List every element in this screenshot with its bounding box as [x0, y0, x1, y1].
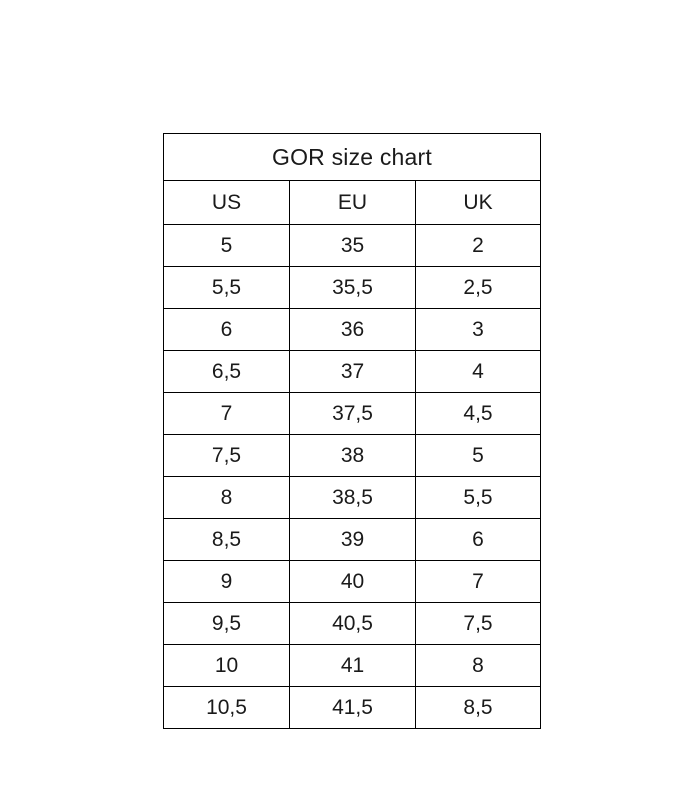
cell-uk: 8 — [416, 645, 541, 687]
cell-uk: 4 — [416, 351, 541, 393]
table-row — [164, 393, 541, 435]
cell-eu: 39 — [290, 519, 416, 561]
cell-uk: 7 — [416, 561, 541, 603]
table-row — [164, 309, 541, 351]
size-chart-table — [163, 133, 541, 729]
cell-us: 8,5 — [164, 519, 290, 561]
table-header-row — [164, 181, 541, 225]
cell-uk: 5,5 — [416, 477, 541, 519]
cell-uk: 8,5 — [416, 687, 541, 729]
chart-title: GOR size chart — [164, 134, 541, 181]
cell-us: 7 — [164, 393, 290, 435]
cell-eu: 38 — [290, 435, 416, 477]
cell-us: 5 — [164, 225, 290, 267]
cell-uk: 7,5 — [416, 603, 541, 645]
table-row — [164, 477, 541, 519]
cell-eu: 40 — [290, 561, 416, 603]
cell-us: 9,5 — [164, 603, 290, 645]
cell-uk: 5 — [416, 435, 541, 477]
table-row — [164, 225, 541, 267]
cell-eu: 35 — [290, 225, 416, 267]
cell-eu: 41,5 — [290, 687, 416, 729]
table-row — [164, 435, 541, 477]
cell-us: 7,5 — [164, 435, 290, 477]
cell-us: 5,5 — [164, 267, 290, 309]
cell-us: 10,5 — [164, 687, 290, 729]
cell-uk: 3 — [416, 309, 541, 351]
cell-eu: 37,5 — [290, 393, 416, 435]
column-header-eu: EU — [290, 181, 416, 225]
cell-uk: 2,5 — [416, 267, 541, 309]
table-row — [164, 603, 541, 645]
table-row — [164, 519, 541, 561]
cell-eu: 35,5 — [290, 267, 416, 309]
cell-eu: 37 — [290, 351, 416, 393]
cell-uk: 4,5 — [416, 393, 541, 435]
cell-us: 9 — [164, 561, 290, 603]
cell-eu: 36 — [290, 309, 416, 351]
cell-eu: 40,5 — [290, 603, 416, 645]
cell-us: 6 — [164, 309, 290, 351]
cell-us: 6,5 — [164, 351, 290, 393]
table-row — [164, 645, 541, 687]
table-row — [164, 561, 541, 603]
table-title-row — [164, 134, 541, 181]
table-row — [164, 351, 541, 393]
table-row — [164, 267, 541, 309]
cell-us: 10 — [164, 645, 290, 687]
table-row — [164, 687, 541, 729]
cell-uk: 6 — [416, 519, 541, 561]
column-header-uk: UK — [416, 181, 541, 225]
column-header-us: US — [164, 181, 290, 225]
cell-uk: 2 — [416, 225, 541, 267]
cell-eu: 38,5 — [290, 477, 416, 519]
cell-eu: 41 — [290, 645, 416, 687]
cell-us: 8 — [164, 477, 290, 519]
size-chart-container — [163, 133, 540, 719]
